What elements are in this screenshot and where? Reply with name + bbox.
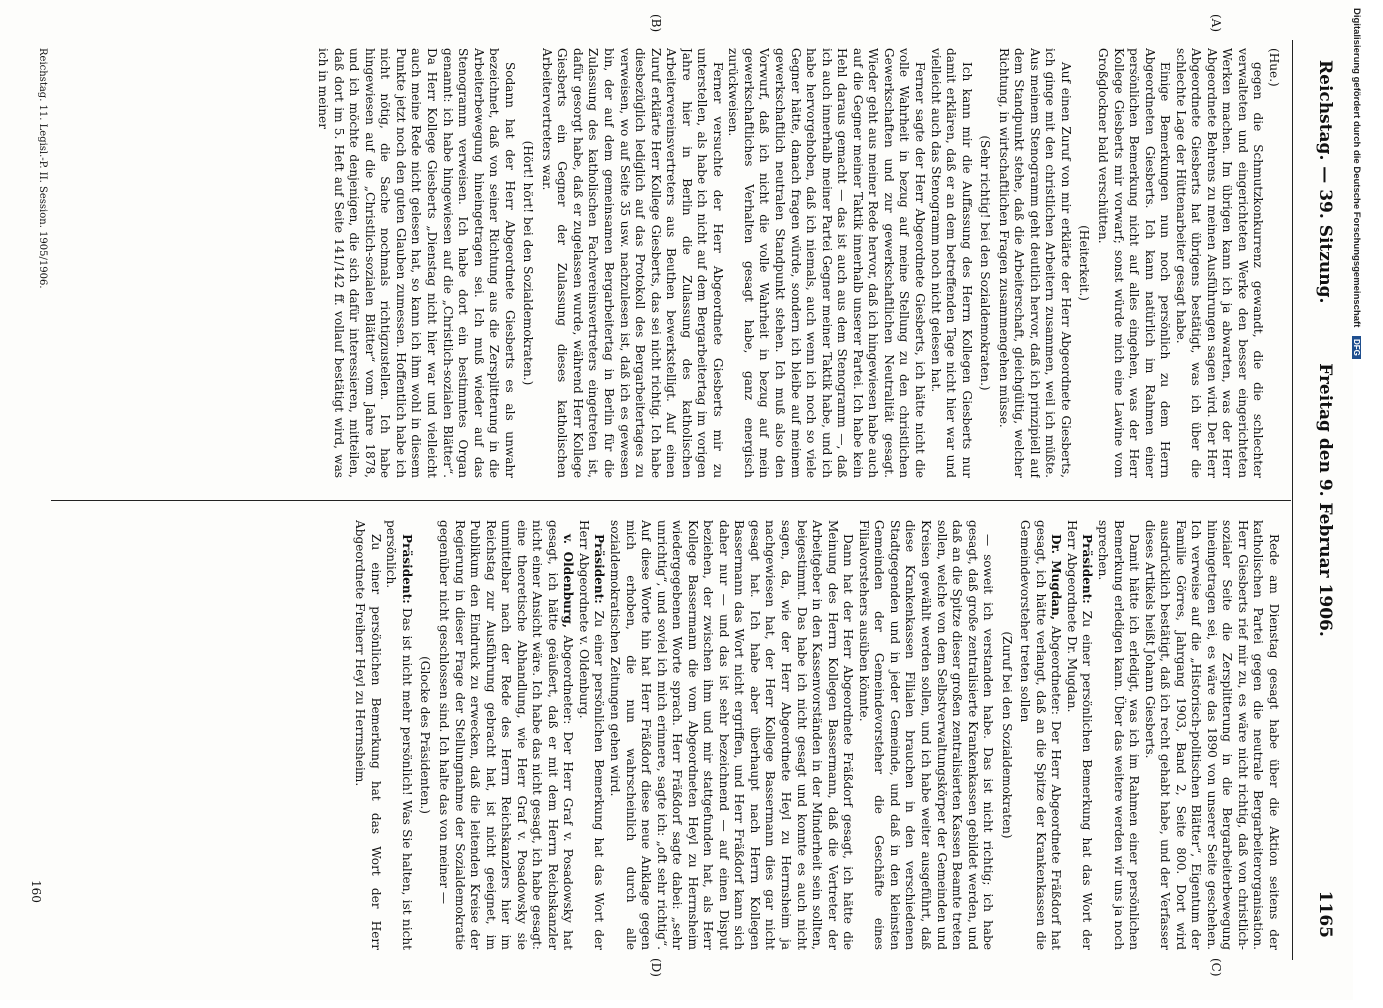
paragraph — [606, 520, 855, 950]
paragraph-text: Abgeordneter: Der Herr Graf v. Posadowsky hat gesagt, ich hätte geäußert, daß er mit dem Herrn Reichskanzler nicht einer Ansicht wäre. Ich habe das nicht gesagt, ich habe gesagt: eine theoretische Abhandlung, wie Herr Graf v. Posadowsky sie unmittelbar nach der Rede des Herrn Reichskanzlers hier im Reichstag zur Ausführung gebracht hat, ist nicht geeignet, im Publikum den Eindruck zu erwecken, daß die leitenden Kreise der Regierung in dieser Frage der Stellungnahme der Sozialdemokratie gegenüber nicht geschlossen sind. Ich halte das von meiner — — [437, 520, 576, 950]
paragraph-text: (Zuruf bei den Sozialdemokraten) — [999, 631, 1014, 839]
paragraph — [855, 520, 995, 950]
column-divider — [51, 500, 1291, 501]
paragraph-text: Ferner versuchte der Herr Abgeordnete Giesberts mir zu unterstellen, als habe ich nicht auf dem Bergarbeitertag im vorigen Jahre hier in Berlin die Zulassung des katholischen Arbeitervereinsvertreters aus Beuthen bewerkstelligt. Auf einen Zuruf erklärte Herr Kollege Giesberts, das sei nicht richtig. Ich habe diesbezüglich lediglich auf das Protokoll des Bergarbeitertages zu verweisen, wo auf Seite 35 usw. nachzulesen ist, daß ich es gewesen bin, der auf dem gemeinsamen Bergarbeitertag in Berlin für die Zulassung des katholischen Fachvereinsvertreters eingetreten ist, dafür gesorgt habe, daß er zugelassen wurde, während Herr Kollege Giesberts ein Gegner der Zulassung dieses katholischen Arbeitervertreters war. — [539, 48, 725, 478]
paragraph — [1017, 520, 1064, 950]
paragraph — [1172, 48, 1265, 478]
page-signature: 160 — [29, 880, 43, 903]
paragraph — [1141, 520, 1281, 950]
paragraph — [725, 48, 927, 478]
speaker-name: v. Oldenburg, — [561, 534, 576, 629]
paragraph-text: (Glocke des Präsidenten.) — [418, 656, 433, 814]
paragraph — [383, 520, 414, 950]
paragraph — [352, 520, 383, 950]
paragraph-text: (Hue.) — [1267, 48, 1281, 87]
paragraph-text: Auf einen Zuruf von mir erklärte der Herr Abgeordnete Giesberts, ich ginge mit den christlichen Arbeitern zusammen, weil ich müßte. Aus meinem Stenogramm geht deutlich hervor, daß ich prinzipiell auf dem Standpunkt stehe, daß die Arbeiterschaft, gleichgültig, welcher Richtung, in wirtschaftlichen Fragen zusammengehen müsse. — [996, 48, 1073, 478]
margin-marker-c: (C) — [1209, 958, 1223, 977]
interjection — [417, 520, 433, 950]
paragraph-text: (Hört! hört! bei den Sozialdemokraten.) — [521, 140, 536, 386]
paragraph — [1063, 520, 1094, 950]
speaker-continuation — [1265, 48, 1281, 478]
paragraph-text: Zu einer persönlichen Bemerkung hat das Wort der Herr Abgeordnete Freiherr Heyl zu Herrnsheim. — [353, 520, 383, 950]
paragraph-text: (Sehr richtig! bei den Sozialdemokraten.) — [978, 135, 993, 391]
paragraph-text: (Heiterkeit.) — [1077, 225, 1092, 301]
footer-session-info: Reichstag. 11. Legisl.-P. II. Session. 1905/1906. — [37, 48, 48, 289]
paragraph-text: Damit hätte ich erledigt, was ich im Rahmen einer persönlichen Bemerkung erledigen kann. Über das weitere werden wir uns ja noch sprechen. — [1095, 520, 1142, 950]
paragraph — [927, 48, 974, 478]
running-header — [1295, 0, 1343, 1000]
paragraph-text: Ich kann mir die Auffassung des Herrn Kollegen Giesberts nur damit erklären, daß er an dem betreffenden Tage nicht hier war und vielleicht auch das Stenogramm noch nicht gelesen hat. — [928, 48, 974, 478]
interjection — [998, 520, 1014, 950]
paragraph — [1094, 48, 1172, 478]
paragraph — [435, 520, 575, 950]
header-session: Reichstag. — 39. Sitzung. — [1315, 60, 1335, 304]
header-page-number: 1165 — [1315, 890, 1335, 938]
interjection — [520, 48, 536, 478]
paragraph-text: Sodann hat der Herr Abgeordnete Giesberts es als unwahr bezeichnet, daß von seiner Richtung aus die Zersplitterung in die Arbeiterbewegung hineingetragen sei. Ich muß wieder auf das Stenogramm verweisen. Ich habe dort ein bestimmtes Organ genannt: ich habe hingewiesen auf die „Christlich-sozialen Blätter“. Da Herr Kollege Giesberts „Dienstag nicht hier war und vielleicht auch meine Rede nicht gelesen hat, so kann ich ihm wohl in diesem Punkte jetzt noch den guten Glauben zumessen. Hoffentlich habe ich nicht nötig, die Sache nochmals richtigzustellen. Ich habe hingewiesen auf die „Christlich-sozialen Blätter“ vom Jahre 1878, und ich möchte denjenigen, die sich dafür interessieren, mitteilen, daß dort im 5. Heft auf Seite 141/142 ff. vollauf bestätigt wird, was ich in meiner — [316, 48, 517, 478]
speaker-name: Präsident: — [399, 534, 414, 604]
paragraph-text: Ferner sagte der Herr Abgeordnete Giesberts, ich hätte nicht die volle Wahrheit in bezug auf meine Stellung zu den christlichen Gewerkschaften und zur gewerkschaftlichen Neutralität gesagt. Wieder geht aus meiner Rede hervor, daß ich hingewiesen habe auch auf die Gegner meiner Taktik innerhalb unserer Partei. Ich habe kein Hehl daraus gemacht — das ist auch aus dem Stenogramm —, daß ich auch innerhalb meiner Partei Gegner meiner Taktik habe, und ich habe hervorgehoben, daß ich niemals, auch wenn ich noch so viele Gegner hätte, danach fragen würde, sondern ich bleibe auf meinem gewerkschaftlich neutralen Standpunkt stehen. Ich muß also den Vorwurf, daß ich nicht die volle Wahrheit in bezug auf mein gewerkschaftliches Verhalten gesagt habe, ganz energisch zurückweisen. — [726, 48, 927, 478]
paragraph-text: Rede am Dienstag gesagt habe über die Aktion seitens der katholischen Partei gegen die neutrale Bergarbeiterorganisation. Herr Giesberts rief mir zu, es wäre nicht richtig, daß von christlich-sozialer Seite die Zersplitterung in die Bergarbeiterbewegung hineingetragen sei, es wäre das 1890 von unserer Seite geschehen. Ich verweise auf die „Historisch-politischen Blätter“, Eigentum der Familie Görres, Jahrgang 1903, Band 2, Seite 800. Dort wird ausdrücklich bestätigt, daß ich recht gehabt habe, und der Verfasser dieses Artikels heißt Johann Giesberts. — [1142, 520, 1281, 950]
digitization-text: Digitalisierung gefördert durch die Deutsche Forschungsgemeinschaft — [1351, 8, 1362, 328]
paragraph — [315, 48, 517, 478]
footer — [37, 48, 48, 478]
interjection — [977, 48, 993, 478]
speaker-name: Präsident: — [1080, 534, 1095, 604]
paragraph-text: Dann hat der Herr Abgeordnete Fräßdorf gesagt, ich hätte die Meinung des Herrn Kollegen Bassermann, daß die Vertreter der Arbeitgeber in den Kassenvorständen in der Minderheit sein sollten, beigestimmt. Das habe ich nicht gesagt und konnte es auch nicht sagen, da, wie der Herr Abgeordnete Heyl zu Herrnsheim ja nachgewiesen hat, der Herr Kollege Bassermann dies gar nicht gesagt hat. Ich habe aber überhaupt nach Herrn Kollegen Bassermann das Wort nicht ergriffen, und Herr Fräßdorf kann sich daher nur — und das ist sehr bezeichnend — auf einen Disput beziehen, der zwischen ihm und mir stattgefunden hat, als Herr Kollege Bassermann die vom Abgeordneten Heyl zu Herrnsheim wiedergegebenen Worte sprach. Herr Fräßdorf sagte dabei: „sehr unrichtig“, und soviel ich mich erinnere, sagte ich: „oft sehr richtig“. Auf diese Worte hin hat Herr Fräßdorf diese neue Anklage gegen mich erhoben, die nun wahrscheinlich durch alle sozialdemokratischen Zeitungen gehen wird. — [608, 520, 856, 950]
right-column — [51, 520, 1281, 950]
interjection — [1076, 48, 1092, 478]
paragraph-text: Einige Bemerkungen nun noch persönlich zu dem Herrn Abgeordneten Giesberts. Ich kann natürlich im Rahmen einer persönlichen Bemerkung nicht auf alles eingehen, was der Herr Kollege Giesberts mir vorwarf; sonst würde mich eine Lawine vom Großglockner bald verschütten. — [1095, 48, 1173, 478]
margin-marker-d: (D) — [649, 958, 663, 977]
speaker-name: Dr. Mugdan, — [1049, 534, 1064, 621]
paragraph — [1094, 520, 1141, 950]
margin-marker-a: (A) — [1209, 14, 1223, 33]
paragraph — [575, 520, 606, 950]
paragraph-text: Das ist nicht mehr persönlich! Was Sie halten, ist nicht persönlich. — [384, 520, 414, 950]
paragraph-text: Abgeordneter: Der Herr Abgeordnete Fräßdorf hat gesagt, ich hätte verlangt, daß an die Spitze der Krankenkassen die Gemeindevorsteher treten sollen — [1018, 520, 1064, 950]
dfg-logo: DFG — [1352, 336, 1361, 359]
header-date: Freitag den 9. Februar 1906. — [1315, 363, 1335, 637]
margin-marker-b: (B) — [649, 14, 663, 33]
speaker-name: Präsident: — [592, 534, 607, 604]
paragraph-text: gegen die Schmutzkonkurrenz gewandt, die die schlechter verwalteten und eingerichteten Werke den besser eingerichteten Werken machen. Im übrigen kann ich ja abwarten, was der Herr Abgeordnete Behrens zu meinen Ausführungen sagen wird. Der Herr Abgeordnete Giesberts hat übrigens bestätigt, was ich über die schlechte Lage der Hüttenarbeiter gesagt habe. — [1173, 48, 1266, 478]
paragraph-text: — soweit ich verstanden habe. Das ist nicht richtig; ich habe gesagt, daß große zentralisierte Krankenkassen gebildet werden, und daß an die Spitze dieser großen zentralisierten Kassen Beamte treten sollen, welche von dem Selbstverwaltungskörper der Gemeinden und Kreisen gewählt werden sollen, und ich habe weiter ausgeführt, daß diese Krankenkassen Filialen brauchen in den verschiedenen Stadtgegenden und in jeder Gemeinde, und daß in den kleinsten Gemeinden der Gemeindevorsteher die Geschäfte eines Filialvorstehers ausüben könnte. — [856, 520, 996, 950]
paragraph — [538, 48, 725, 478]
header-rule — [1292, 40, 1293, 960]
paragraph-text: Zu einer persönlichen Bemerkung hat das Wort der Herr Abgeordnete v. Oldenburg. — [576, 520, 607, 950]
paragraph-text: Zu einer persönlichen Bemerkung hat das Wort der Herr Abgeordnete Dr. Mugdan. — [1064, 520, 1095, 950]
left-column — [51, 48, 1281, 478]
paragraph — [995, 48, 1073, 478]
